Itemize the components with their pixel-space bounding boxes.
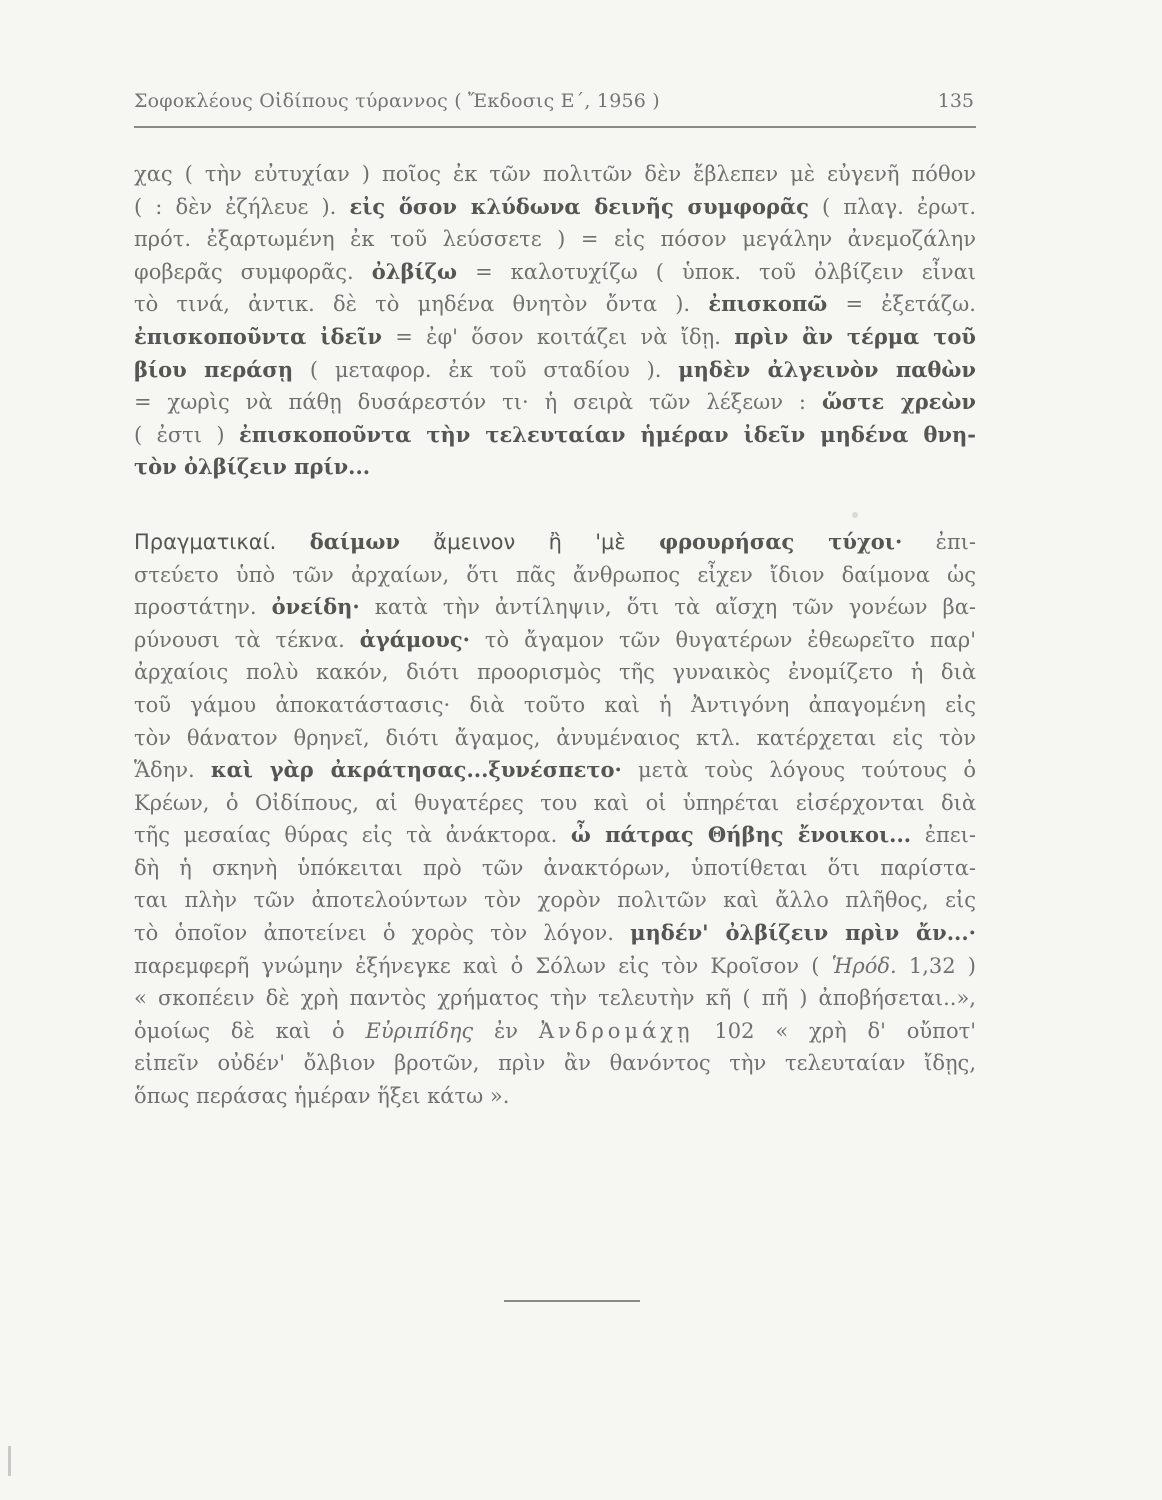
text-line [134, 787, 976, 820]
text-line [134, 191, 976, 224]
lemma: τὸν ὀλβίζειν πρίν... [134, 454, 371, 480]
text-span: ται πλὴν τῶν ἀποτελούντων τὸν χορὸν πολιτῶν καὶ ἄλλο πλῆθος, εἰς [134, 888, 976, 913]
paragraph-realia [134, 526, 976, 1113]
text-line [134, 256, 976, 289]
lemma: εἰς ὅσον κλύδωνα δεινῆς συμφορᾶς [349, 193, 809, 219]
text-span: τὸν θάνατον θρηνεῖ, διότι ἄγαμος, ἀνυμέναιος κτλ. κατέρχεται εἰς τὸν [134, 725, 976, 750]
text-line [134, 526, 976, 559]
text-span: κατὰ τὴν ἀντίληψιν, ὅτι τὰ αἴσχη τῶν γονέων βα- [359, 595, 976, 620]
text-line [134, 158, 976, 191]
text-span: ὅπως περάσας ἡμέραν ἥξει κάτω ». [134, 1084, 510, 1109]
text-line [134, 917, 976, 950]
text-span: ἐπι- [902, 529, 977, 554]
text-span: Κρέων, ὁ Οἰδίπους, αἱ θυγατέρες του καὶ οἱ ὑπηρέται εἰσέρχονται διὰ [134, 790, 976, 815]
lemma: πρὶν ἂν τέρμα τοῦ [734, 323, 976, 349]
text-line [134, 1080, 976, 1113]
text-span: εἰπεῖν οὐδέν' ὄλβιον βροτῶν, πρὶν ἂν θανόντος τὴν τελευταίαν ἴδῃς, [134, 1051, 976, 1076]
text-span: 1,32 ) [896, 953, 976, 978]
text-line [134, 1047, 976, 1080]
text-span: μετὰ τοὺς λόγους τούτους ὁ [621, 758, 976, 783]
lemma: μηδὲν ἀλγεινὸν παθὼν [678, 356, 976, 382]
text-span: προστάτην. [134, 595, 272, 620]
text-span: πρότ. ἐξαρτωμένη ἐκ τοῦ λεύσσετε ) = εἰς πόσον μεγάλην ἀνεμοζάλην [134, 227, 976, 252]
text-span: ἀρχαίοις πολὺ κακόν, διότι προορισμὸς τῆς γυναικὸς ἐνομίζετο ἡ διὰ [134, 660, 976, 685]
text-span: τῆς μεσαίας θύρας εἰς τὰ ἀνάκτορα. [134, 823, 571, 848]
text-span: χας ( τὴν εὐτυχίαν ) ποῖος ἐκ τῶν πολιτῶν δὲν ἔβλεπεν μὲ εὐγενῆ πόθον [134, 162, 976, 186]
lemma: καὶ γὰρ ἀκράτησας...ξυνέσπετο· [210, 757, 622, 783]
paragraph-notes [134, 158, 976, 484]
text-span: ( : δὲν ἐζήλευε ). [134, 194, 350, 219]
text-span: = χωρὶς νὰ πάθῃ δυσάρεστόν τι· ἡ σειρὰ τῶν λέξεων : [134, 390, 822, 415]
text-span: τοῦ γάμου ἀποκατάστασις· διὰ τοῦτο καὶ ἡ Ἀντιγόνη ἀπαγομένη εἰς [134, 692, 976, 717]
text-line [134, 354, 976, 387]
lemma: δαίμων [309, 528, 400, 554]
text-line [134, 591, 976, 624]
text-line [134, 852, 976, 885]
text-line [134, 223, 976, 256]
closing-rule [504, 1300, 640, 1302]
header-title: Σοφοκλέους Οἰδίπους τύραννος ( Ἔκδοσις Ε΄, 1956 ) [134, 90, 660, 112]
text-line [134, 451, 976, 484]
text-span: ( πλαγ. ἐρωτ. [808, 194, 976, 219]
text-line [134, 950, 976, 983]
text-span: ρύνουσι τὰ τέκνα. [134, 627, 360, 652]
text-line [134, 559, 976, 592]
ink-speck [852, 512, 858, 518]
text-span: ( μεταφορ. ἐκ τοῦ σταδίου ). [293, 357, 679, 382]
text-line [134, 884, 976, 917]
text-span: τὸ τινά, ἀντικ. δὲ τὸ μηδένα θνητὸν ὄντα ). [134, 292, 709, 317]
text-span: ἐπει- [911, 823, 976, 848]
lemma: ἀγάμους· [359, 626, 470, 652]
page-number: 135 [937, 90, 974, 112]
citation: Ἡρόδ. [831, 953, 897, 978]
text-line [134, 982, 976, 1015]
text-span: « σκοπέειν δὲ χρὴ παντὸς χρήματος τὴν τελευτὴν κῆ ( πῆ ) ἀποβήσεται..», [134, 986, 976, 1011]
lemma: ἐπισκοπῶ [708, 291, 828, 317]
text-span: ἐν [473, 1018, 539, 1043]
text-line [134, 386, 976, 419]
text-line [134, 689, 976, 722]
text-span: 102 « χρὴ δ' οὔποτ' [693, 1018, 976, 1043]
text-span: τὸ ὁποῖον ἀποτείνει ὁ χορὸς τὸν λόγον. [134, 921, 631, 946]
text-span: = ἐξετάζω. [827, 292, 976, 317]
text-span: Ἅδην. [134, 758, 211, 783]
lemma: ὦ πάτρας Θήβης ἔνοικοι... [570, 822, 912, 848]
text-line [134, 754, 976, 787]
text-span: = ἐφ' ὅσον κοιτάζει νὰ ἴδῃ. [381, 324, 735, 349]
text-line [134, 288, 976, 321]
text-span: παρεμφερῆ γνώμην ἐξήνεγκε καὶ ὁ Σόλων εἰς τὸν Κροῖσον ( [134, 953, 832, 978]
lemma: φρουρήσας τύχοι· [659, 528, 903, 554]
section-heading: Πραγματικαί. [134, 529, 310, 554]
citation: Εὐριπίδης [365, 1018, 474, 1043]
text-line [134, 722, 976, 755]
text-line [134, 1015, 976, 1048]
lemma: ἄμεινον ἢ 'μὲ [399, 529, 660, 554]
running-header [134, 90, 976, 128]
commentary-text [134, 158, 976, 1113]
text-line [134, 819, 976, 852]
lemma: μηδέν' ὀλβίζειν πρὶν ἄν...· [630, 920, 976, 946]
text-span: = καλοτυχίζω ( ὑποκ. τοῦ ὀλβίζειν εἶναι [457, 259, 976, 284]
lemma: ὀνείδη· [271, 594, 360, 620]
text-span: δὴ ἡ σκηνὴ ὑπόκειται πρὸ τῶν ἀνακτόρων, ὑποτίθεται ὅτι παρίστα- [134, 855, 976, 880]
citation: Ἀνδρομάχῃ [538, 1018, 694, 1043]
text-span: στεύετο ὑπὸ τῶν ἀρχαίων, ὅτι πᾶς ἄνθρωπος εἶχεν ἴδιον δαίμονα ὡς [134, 562, 976, 587]
lemma: ἐπισκοποῦντα τὴν τελευταίαν ἡμέραν ἰδεῖν μηδένα θνη- [238, 421, 976, 447]
text-line [134, 624, 976, 657]
text-span: τὸ ἄγαμον τῶν θυγατέρων ἐθεωρεῖτο παρ' [469, 627, 976, 652]
text-span: ( ἐστι ) [134, 422, 239, 447]
scan-edge-mark [8, 1446, 11, 1476]
lemma: ὀλβίζω [371, 258, 458, 284]
text-span: ὁμοίως δὲ καὶ ὁ [134, 1018, 366, 1043]
text-line [134, 656, 976, 689]
lemma: ἐπισκοποῦντα ἰδεῖν [134, 323, 382, 349]
lemma: ὥστε χρεὼν [821, 389, 976, 415]
text-line [134, 419, 976, 452]
lemma: βίου περάσῃ [134, 356, 294, 382]
text-line [134, 321, 976, 354]
text-span: φοβερᾶς συμφορᾶς. [134, 259, 372, 284]
